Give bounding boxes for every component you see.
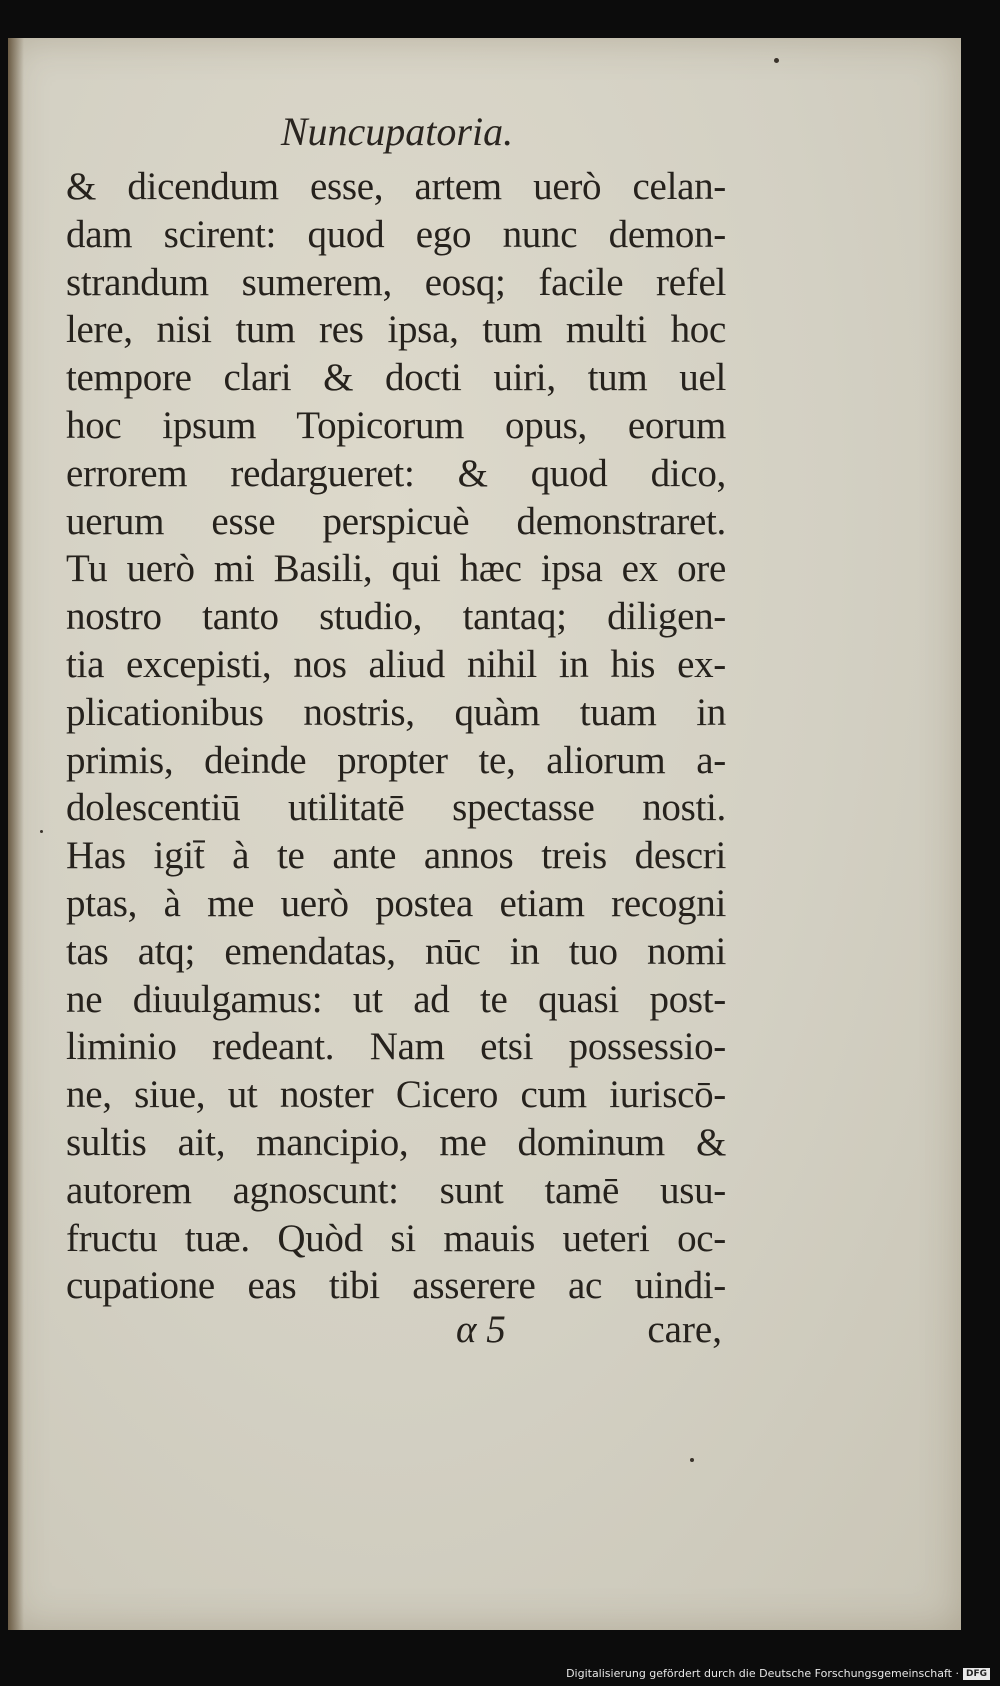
text-line: autorem agnoscunt: sunt tamē usu- (66, 1168, 726, 1212)
page-footer (456, 1307, 722, 1357)
text-line: dolescentiū utilitatē spectasse nosti. (66, 786, 726, 830)
text-line: tempore clari & docti uiri, tum uel (66, 356, 726, 400)
text-line: sultis ait, mancipio, me dominum & (66, 1120, 726, 1164)
dfg-logo: DFG (963, 1668, 990, 1680)
text-line: nostro tanto studio, tantaq; diligen- (66, 595, 726, 639)
page-gutter-shadow (8, 38, 24, 1630)
text-line: hoc ipsum Topicorum opus, eorum (66, 403, 726, 447)
text-line: & dicendum esse, artem uerò celan- (66, 165, 726, 208)
text-line: cupatione eas tibi asserere ac uindi- (66, 1264, 726, 1308)
digitization-credit (566, 1667, 990, 1680)
text-line: ne, siue, ut noster Cicero cum iuriscō- (66, 1073, 726, 1117)
text-line: dam scirent: quod ego nunc demon- (66, 212, 726, 256)
paper-speck (690, 1458, 694, 1462)
paper-speck (774, 58, 779, 63)
text-line: fructu tuæ. Quòd si mauis ueteri oc- (66, 1216, 726, 1260)
body-text (66, 163, 726, 1310)
text-line: primis, deinde propter te, aliorum a- (66, 738, 726, 782)
credit-text: Digitalisierung gefördert durch die Deutsche Forschungsgemeinschaft · (566, 1667, 959, 1680)
text-line: plicationibus nostris, quàm tuam in (66, 690, 726, 734)
running-title: Nuncupatoria. (280, 109, 514, 154)
text-line: tas atq; emendatas, nūc in tuo nomi (66, 929, 726, 973)
text-line: Has igit̄ à te ante annos treis descri (66, 834, 726, 878)
text-line: errorem redargueret: & quod dico, (66, 451, 726, 495)
text-line: ptas, à me uerò postea etiam recogni (66, 881, 726, 925)
paper-speck (40, 830, 43, 833)
text-line: Tu uerò mi Basili, qui hæc ipsa ex ore (66, 547, 726, 591)
text-line: ne diuulgamus: ut ad te quasi post- (66, 977, 726, 1021)
text-line: tia excepisti, nos aliud nihil in his ex- (66, 642, 726, 686)
catchword: care, (647, 1308, 722, 1351)
signature-mark: α 5 (456, 1308, 506, 1351)
text-line: liminio redeant. Nam etsi possessio- (66, 1025, 726, 1069)
running-header (0, 108, 1000, 155)
text-line: lere, nisi tum res ipsa, tum multi hoc (66, 308, 726, 352)
text-line: uerum esse perspicuè demonstraret. (66, 499, 726, 543)
text-line: strandum sumerem, eosq; facile refel (66, 260, 726, 304)
